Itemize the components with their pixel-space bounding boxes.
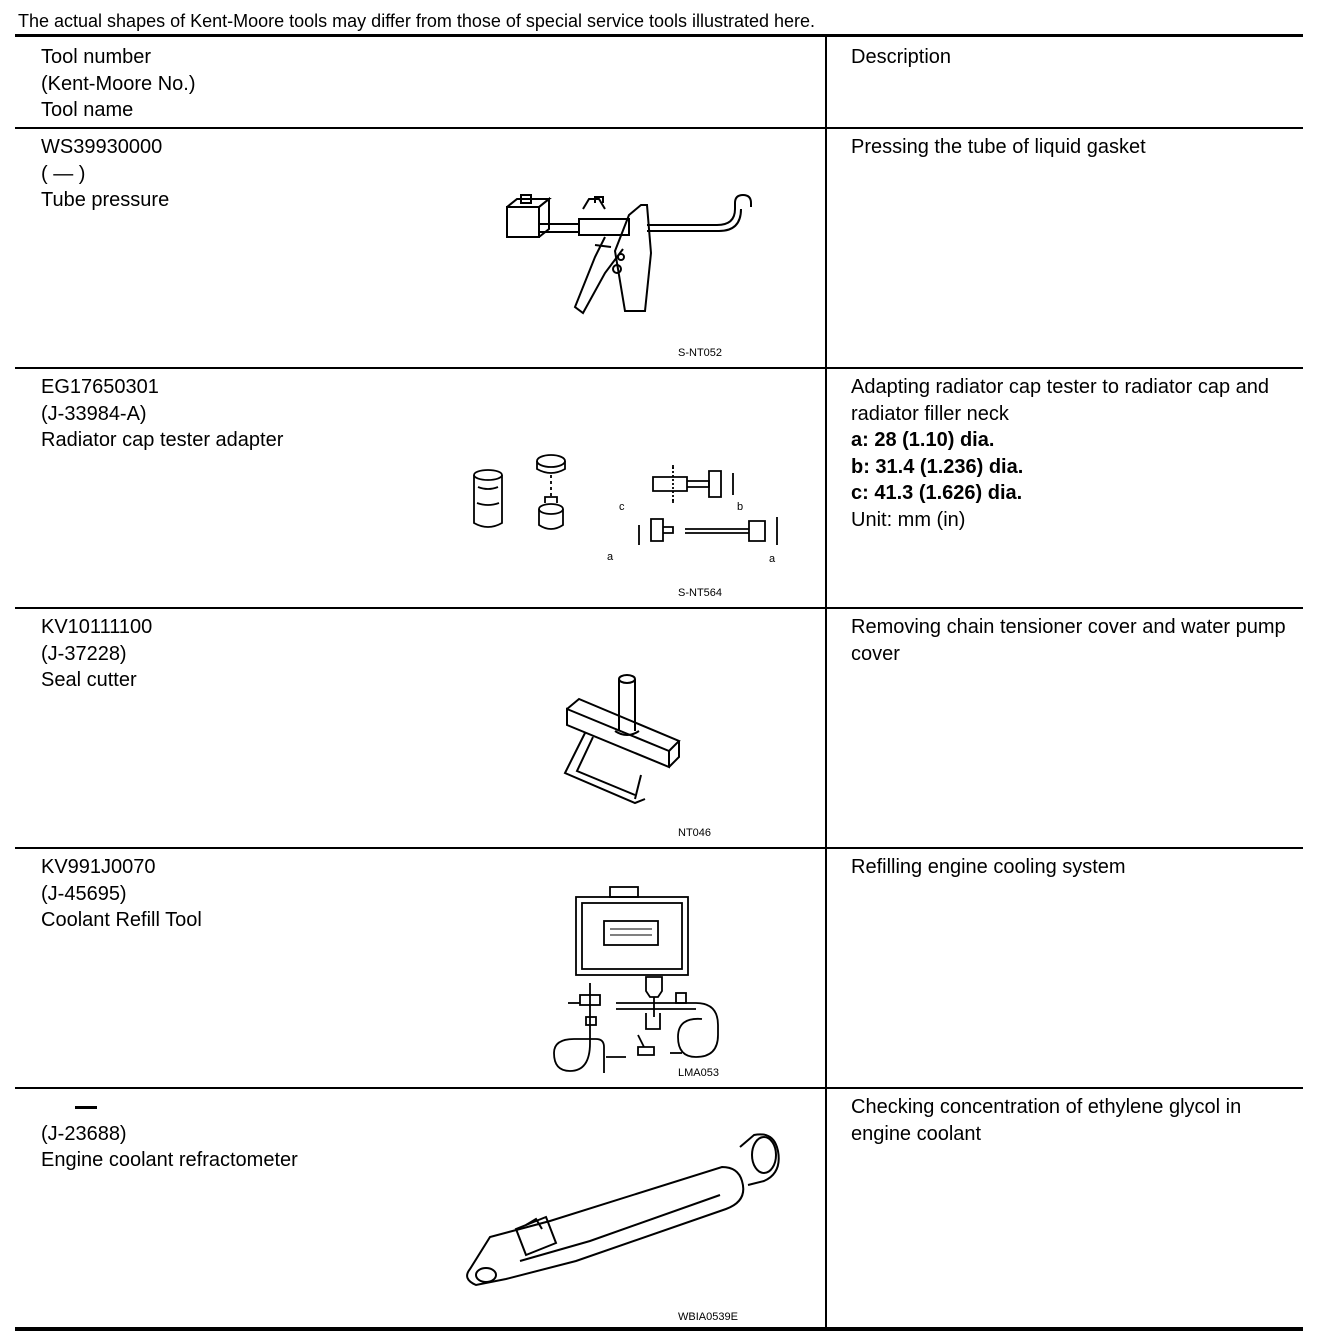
spec-c: c: 41.3 (1.626) dia. <box>851 482 1023 504</box>
tool-description: Refilling engine cooling system <box>851 856 1126 878</box>
spec-a: a: 28 (1.10) dia. <box>851 429 995 451</box>
radiator-cap-adapter-illustration <box>465 447 795 552</box>
dimension-label-b: b <box>737 501 744 513</box>
tool-name: Seal cutter <box>41 669 137 691</box>
seal-cutter-illustration <box>555 671 705 806</box>
table-header <box>15 37 1303 129</box>
kent-moore-number: (J-23688) <box>41 1122 127 1145</box>
tool-description <box>851 374 1291 533</box>
tube-pressure-gun-illustration <box>495 189 765 359</box>
tool-description: Removing chain tensioner cover and water pump cover <box>851 616 1286 665</box>
note-text: The actual shapes of Kent-Moore tools may differ from those of special service tools illustrated here. <box>18 11 816 31</box>
figure-code: NT046 <box>678 827 712 839</box>
tool-info <box>41 614 152 694</box>
table-row <box>15 609 1303 849</box>
tool-info <box>41 1094 298 1174</box>
table-row <box>15 369 1303 609</box>
table-row <box>15 1089 1303 1329</box>
dash-mark <box>75 1106 97 1109</box>
dimension-label-a2: a <box>769 553 776 565</box>
header-tool-number: Tool number <box>41 46 152 68</box>
tool-number: KV991J0070 <box>41 856 156 878</box>
table-row <box>15 849 1303 1089</box>
coolant-refill-kit-illustration <box>550 885 730 1081</box>
kent-moore-number: (J-45695) <box>41 882 127 905</box>
description-text: Adapting radiator cap tester to radiator cap and radiator filler neck <box>851 376 1270 425</box>
figure-code: S-NT052 <box>678 347 723 359</box>
tool-info <box>41 134 169 214</box>
header-description: Description <box>851 46 952 68</box>
kent-moore-number: (J-37228) <box>41 642 127 665</box>
tool-info <box>41 854 202 934</box>
table-row <box>15 129 1303 369</box>
special-service-tools-table <box>15 34 1303 1331</box>
spec-b: b: 31.4 (1.236) dia. <box>851 455 1024 478</box>
tool-name: Coolant Refill Tool <box>41 909 202 931</box>
tool-number: EG17650301 <box>41 376 159 398</box>
tool-name: Engine coolant refractometer <box>41 1149 298 1171</box>
tool-number-dash <box>41 1094 298 1121</box>
figure-code: WBIA0539E <box>678 1311 738 1323</box>
tool-description: Pressing the tube of liquid gasket <box>851 136 1146 158</box>
figure-code: S-NT564 <box>678 587 723 599</box>
dimension-label-c: c <box>619 501 625 513</box>
header-left <box>41 44 196 124</box>
dimension-label-a: a <box>607 551 614 563</box>
header-kent-moore: (Kent-Moore No.) <box>41 72 196 95</box>
refractometer-illustration <box>460 1129 800 1299</box>
tool-info <box>41 374 283 454</box>
kent-moore-number: (J-33984-A) <box>41 402 147 425</box>
tool-number: WS39930000 <box>41 136 163 158</box>
tool-number: KV10111100 <box>41 616 153 638</box>
tool-description: Checking concentration of ethylene glycol in engine coolant <box>851 1096 1242 1145</box>
kent-moore-number: ( — ) <box>41 162 86 185</box>
header-tool-name: Tool name <box>41 99 134 121</box>
tool-name: Radiator cap tester adapter <box>41 429 284 451</box>
unit-text: Unit: mm (in) <box>851 508 966 531</box>
tool-name: Tube pressure <box>41 189 170 211</box>
figure-code: LMA053 <box>678 1067 719 1079</box>
